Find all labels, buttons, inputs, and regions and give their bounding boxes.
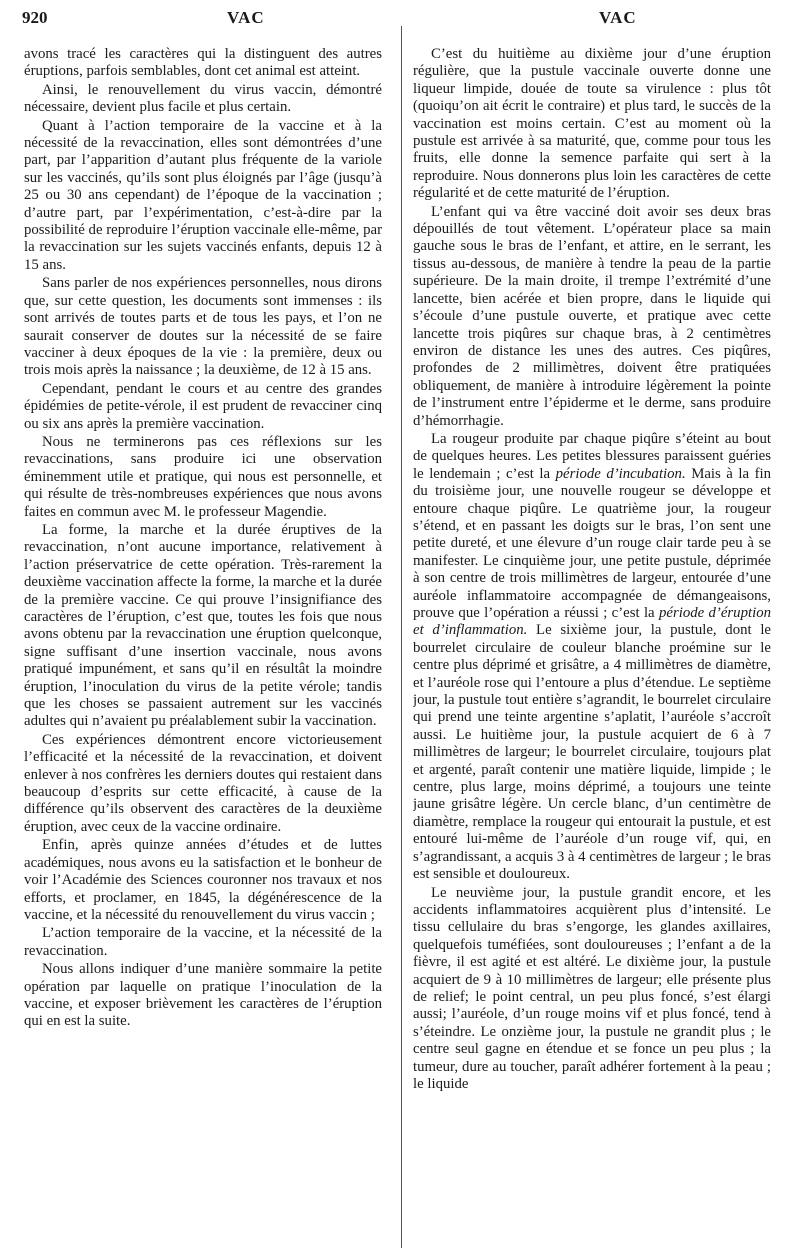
paragraph: avons tracé les caractères qui la distinguent des autres éruptions, parfois semblables, dont cet animal est atteint. [24,46,382,80]
paragraph: Ainsi, le renouvellement du virus vaccin, démontré nécessaire, devient plus facile et plus certain. [24,81,382,116]
italic-term: période d’incubation. [555,465,686,482]
paragraph: Le neuvième jour, la pustule grandit encore, et les accidents inflammatoires acquièrent plus d’intensité. Le tissu cellulaire du bras s’engorge, les glandes axillaires, quelquefois tuméfiées, sont douloureuses ; l’enfant a de la fièvre, il est agité et est altéré. Le dixième jour, la pustule acquiert de 9 à 10 millimètres de largeur; elle présente plus de relief; le point central, un peu plus foncé, s’est élargi aussi; l’auréole, d’un rouge moins vif et plus foncé, tend à s’éteindre. Le onzième jour, la pustule ne grandit plus ; le centre seul gagne en étendue et se fonce un peu plus ; la tumeur, dure au toucher, paraît adhérer fortement à la peau ; le liquide [413,884,771,1092]
left-column [24,46,382,1246]
paragraph: Sans parler de nos expériences personnelles, nous dirons que, sur cette question, les documents sont immenses : ils sont arrivés de toutes parts et de tous les pays, et l’on ne saurait conserver de doutes sur la nécessité de se faire vacciner à deux époques de la vie : la première, deux ou trois mois après la naissance ; la deuxième, de 12 à 15 ans. [24,275,382,379]
text-run: Mais à la fin du troisième jour, une nouvelle rougeur se développe et entoure chaque piqûre. Le quatrième jour, la rougeur s’étend, et en passant les doigts sur le bras, l’on sent une petite dureté, et une élevure d’un rouge clair tarde peu à se manifester. Le cinquième jour, une petite pustule, déprimée à son centre de trois millimètres de largeur, entourée d’une auréole inflammatoire accompagnée de démangeaisons, prouve que l’opération a réussi ; c’est la [413,465,771,621]
text-run: Le sixième jour, la pustule, dont le bourrelet circulaire de couleur blanche proémine sur le centre plus déprimé et grisâtre, a 4 millimètres de diamètre, et l’auréole rose qui l’entoure a plus d’étendue. Le septième jour, la pustule tout entière s’agrandit, le bourrelet circulaire qui prend une teinte argentine s’aplatit, l’auréole s’accroît aussi. Le huitième jour, la pustule acquiert de 6 à 7 millimètres de largeur; le bourrelet circulaire, toujours plat et argenté, paraît contenir une matière liquide, limpide ; le centre, plus large, moins déprimé, a toujours une teinte jaune grisâtre légère. Un cercle blanc, d’un centimètre de diamètre, remplace la rougeur qui entourait la pustule, et est entouré lui-même de l’auréole d’un rouge vif, qui, en s’agrandissant, a acquis 3 à 4 centimètres de largeur ; le bras est sensible et douloureux. [413,622,771,883]
paragraph: La forme, la marche et la durée éruptives de la revaccination, n’ont aucune importance, relativement à l’action préservatrice de cette opération. Très-rarement la deuxième vaccination affecte la forme, la marche et la durée de la première vaccine. Ce qui prouve l’insignifiance des caractères de l’éruption, c’est que, toutes les fois que nous avons obtenu par la revaccination une éruption quelconque, signe suffisant d’une insertion vaccinale, nous avons pratiqué impunément, et sans qu’il en résultât la moindre éruption, l’inoculation du virus de la petite vérole; tandis que les choses se passaient autrement sur les vaccinés adultes qui n’avaient pu préalablement subir la vaccination. [24,521,382,730]
paragraph: L’enfant qui va être vacciné doit avoir ses deux bras dépouillés de tout vêtement. L’opérateur place sa main gauche sous le bras de l’enfant, et attire, en le serrant, les tissus au-dessous, de manière à tendre la peau de la partie supérieure. De la main droite, il trempe l’extrémité d’une lancette, bien acérée et bien propre, dans le liquide qui s’écoule d’une pustule ouverte, et pratique avec cette lancette trois piqûres sur chaque bras, à 2 centimètres environ de distance les unes des autres. Ces piqûres, profondes de 2 millimètres, doivent être pratiquées obliquement, de manière à introduire légèrement la pointe de l’instrument entre l’épiderme et le derme, sans produire d’hémorrhagie. [413,203,771,429]
paragraph: Enfin, après quinze années d’études et de luttes académiques, nous avons eu la satisfaction et le bonheur de voir l’Académie des Sciences couronner nos travaux et nos efforts, et proclamer, en 1845, la dégénérescence de la vaccine, et la nécessité du renouvellement du virus vaccin ; [24,837,382,923]
text-run: La rougeur produite par chaque piqûre s’éteint au bout de quelques heures. Les petites blessures paraissent guéries le lendemain ; c’est la [413,430,771,482]
paragraph: Nous allons indiquer d’une manière sommaire la petite opération par laquelle on pratique l’inoculation de la vaccine, et exposer brièvement les caractères de l’éruption qui en est la suite. [24,961,382,1030]
paragraph: L’action temporaire de la vaccine, et la nécessité de la revaccination. [24,925,382,959]
right-column [413,46,771,1246]
page-number: 920 [22,8,48,27]
italic-term: période d’éruption et d’inflammation. [413,605,771,639]
paragraph: Nous ne terminerons pas ces réflexions sur les revaccinations, sans produire ici une observation éminemment utile et pratique, qui nous est personnelle, et qui résulte de très-nombreuses expériences que nous avons faites en commun avec M. le professeur Magendie. [24,433,382,520]
paragraph: C’est du huitième au dixième jour d’une éruption régulière, que la pustule vaccinale ouverte donne une liqueur limpide, douée de toute sa virulence : plus tôt (quoiqu’on ait écrit le contraire) et plus tard, le succès de la vaccination est moins certain. C’est au moment où la pustule est arrivée à sa maturité, que, comme pour tous les fruits, elle donne la semence parfaite qui sert à la reproduire. Nous donnerons plus loin les caractères de cette régularité et de cette maturité de l’éruption. [413,46,771,202]
column-divider [401,26,402,1248]
paragraph [413,431,771,884]
paragraph: Cependant, pendant le cours et au centre des grandes épidémies de petite-vérole, il est prudent de revacciner cinq ou six ans après la première vaccination. [24,380,382,432]
running-head-right: VAC [599,8,637,27]
paragraph: Quant à l’action temporaire de la vaccine et à la nécessité de la revaccination, elles sont démontrées d’une part, par l’apparition d’autant plus fréquente de la variole sur les vaccinés, qu’ils sont plus éloignés par l’âge (jusqu’à 25 ou 30 ans cependant) de l’époque de la vaccination ; d’autre part, par l’expérimentation, c’est-à-dire par la possibilité de reproduire l’éruption vaccinale elle-même, par la revaccination sur les sujets vaccinés enfants, depuis 12 à 15 ans. [24,117,382,273]
paragraph: Ces expériences démontrent encore victorieusement l’efficacité et la nécessité de la revaccination, et doivent enlever à nos confrères les derniers doutes qui restaient dans beaucoup d’esprits sur cette efficacité, à cause de la différence qu’ils observent des caractères de la deuxième éruption, avec ceux de la vaccine ordinaire. [24,731,382,835]
page-header [22,8,778,32]
running-head-left: VAC [227,8,265,27]
